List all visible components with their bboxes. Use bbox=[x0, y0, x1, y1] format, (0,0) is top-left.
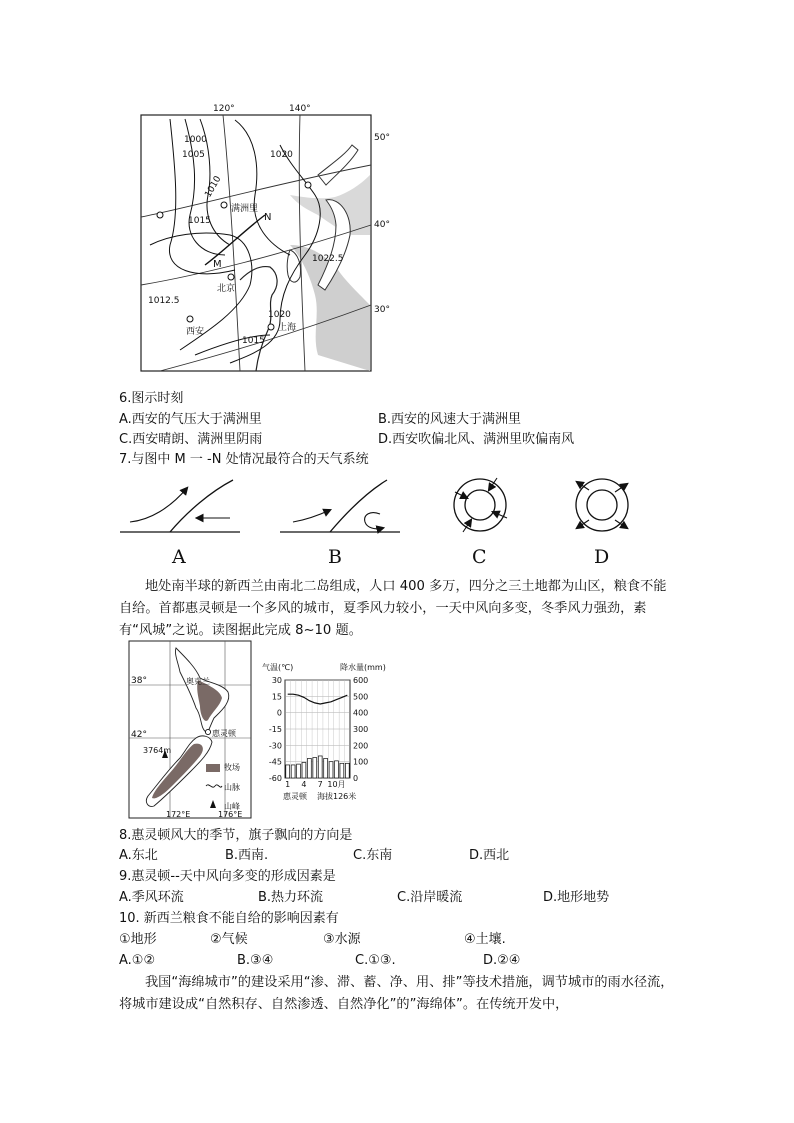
precip-bar bbox=[297, 764, 301, 778]
isobar-label: 1012.5 bbox=[148, 296, 180, 306]
temp-tick-label: 30 bbox=[271, 676, 282, 685]
precip-bar bbox=[345, 763, 349, 778]
q10-option-c[interactable]: C.①③. bbox=[355, 953, 396, 968]
nz-place-wellington: 惠灵顿 bbox=[212, 729, 236, 738]
q10-option-d[interactable]: D.②④ bbox=[483, 953, 521, 968]
isobar-label: 1010 bbox=[203, 174, 224, 200]
q8-option-d[interactable]: D.西北 bbox=[469, 848, 510, 863]
precip-tick-label: 500 bbox=[353, 692, 369, 702]
precip-bar bbox=[313, 758, 317, 778]
temp-axis-title: 气温(℃) bbox=[262, 663, 294, 672]
place-manzhouli: 满洲里 bbox=[231, 204, 259, 214]
isobar-label: 1005 bbox=[182, 150, 205, 160]
q9-option-b[interactable]: B.热力环流 bbox=[258, 890, 324, 905]
q8-option-c[interactable]: C.东南 bbox=[353, 848, 393, 863]
precip-bar bbox=[335, 761, 339, 778]
precip-tick-label: 200 bbox=[353, 741, 369, 751]
lon-label-140: 140° bbox=[289, 104, 311, 114]
temp-tick-label: -15 bbox=[268, 725, 282, 734]
weather-system-figures bbox=[115, 470, 655, 545]
q6-option-c[interactable]: C.西安晴朗、满洲里阴雨 bbox=[119, 432, 263, 447]
precip-tick-label: 100 bbox=[353, 757, 369, 767]
lat-label-40: 40° bbox=[374, 220, 390, 230]
figure-label-c: C bbox=[472, 546, 487, 568]
q10-stem: 10. 新西兰粮食不能自给的影响因素有 bbox=[119, 911, 339, 926]
q8-option-b[interactable]: B.西南. bbox=[225, 848, 269, 863]
sponge-city-paragraph: 我国“海绵城市”的建设采用“渗、滞、蓄、净、用、排”等技术措施，调节城市的雨水径流，将城市建设成“自然积存、自然渗透、自然净化”的”海绵体”。在传统开发中， bbox=[119, 975, 674, 1012]
q9-option-a[interactable]: A.季风环流 bbox=[119, 890, 184, 905]
precip-bar bbox=[318, 756, 322, 778]
figure-b bbox=[280, 480, 400, 532]
figure-d bbox=[576, 479, 628, 531]
nz-lon-label: 176°E bbox=[218, 810, 243, 819]
q9-option-c[interactable]: C.沿岸暖流 bbox=[397, 890, 463, 905]
nz-legend-peak: 山峰 bbox=[224, 802, 240, 811]
month-tick-label: 4 bbox=[301, 780, 307, 789]
precip-bar bbox=[302, 762, 306, 778]
temp-tick-label: 0 bbox=[276, 708, 282, 718]
q9-option-d[interactable]: D.地形地势 bbox=[543, 890, 610, 905]
isobar-label: 1022.5 bbox=[312, 254, 344, 264]
precip-axis-title: 降水量(mm) bbox=[340, 663, 386, 672]
nz-intro-paragraph: 地处南半球的新西兰由南北二岛组成，人口 400 多万，四分之三土地都为山区，粮食不能自给。首都惠灵顿是一个多风的城市，夏季风力较小，一天中风向多变，冬季风力强劲，素有“风城”之说。读图据此完成 8~10 题。 bbox=[119, 579, 667, 638]
isobar-label: 1015 bbox=[188, 216, 211, 226]
q7-stem: 7.与图中 M 一 -N 处情况最符合的天气系统 bbox=[119, 452, 369, 467]
precip-bar bbox=[307, 758, 311, 778]
nz-legend-mountains: 山脉 bbox=[224, 783, 240, 792]
precip-bar bbox=[291, 765, 295, 778]
month-tick-label: 10月 bbox=[327, 780, 346, 789]
figure-label-d: D bbox=[594, 546, 610, 568]
q8-option-a[interactable]: A.东北 bbox=[119, 848, 158, 863]
q6-option-b[interactable]: B.西安的风速大于满洲里 bbox=[378, 412, 522, 427]
figure-a bbox=[120, 480, 240, 532]
place-beijing: 北京 bbox=[217, 284, 236, 294]
q10-option-a[interactable]: A.①② bbox=[119, 953, 156, 968]
figure-c bbox=[454, 478, 507, 532]
isobar-label: 1015 bbox=[242, 336, 265, 346]
nz-place-auckland: 奥克兰 bbox=[186, 677, 210, 686]
precip-tick-label: 300 bbox=[353, 725, 369, 734]
q10-factor-4: ④土壤. bbox=[464, 932, 506, 947]
point-n: N bbox=[264, 212, 272, 223]
figure-label-b: B bbox=[328, 546, 342, 568]
nz-lat-label: 38° bbox=[131, 676, 147, 686]
q10-factor-2: ②气候 bbox=[210, 932, 248, 947]
precip-bar bbox=[286, 765, 290, 778]
lon-label-120: 120° bbox=[213, 104, 235, 114]
precip-tick-label: 400 bbox=[353, 708, 369, 718]
figure-label-a: A bbox=[172, 546, 186, 568]
lat-label-30: 30° bbox=[374, 305, 390, 315]
precip-bar bbox=[340, 763, 344, 778]
nz-lat-label: 42° bbox=[131, 730, 147, 740]
temp-tick-label: -30 bbox=[268, 741, 282, 751]
q9-stem: 9.惠灵顿--天中风向多变的形成因素是 bbox=[119, 869, 336, 884]
q10-option-b[interactable]: B.③④ bbox=[237, 953, 274, 968]
place-shanghai: 上海 bbox=[278, 323, 297, 333]
climate-chart bbox=[255, 660, 390, 810]
isobar-label: 1020 bbox=[268, 310, 291, 320]
q10-factor-1: ①地形 bbox=[119, 932, 157, 947]
nz-lon-label: 172°E bbox=[166, 810, 191, 819]
precip-tick-label: 0 bbox=[353, 774, 359, 783]
lat-label-50: 50° bbox=[374, 133, 390, 143]
isobar-label: 1020 bbox=[270, 150, 293, 160]
nz-legend-pasture: 牧场 bbox=[224, 763, 240, 772]
place-xian: 西安 bbox=[186, 327, 205, 337]
q8-stem: 8.惠灵顿风大的季节，旗子飘向的方向是 bbox=[119, 828, 353, 843]
temp-tick-label: -60 bbox=[268, 774, 282, 783]
isobar-label: 1000 bbox=[184, 135, 207, 145]
point-m: M bbox=[213, 259, 222, 270]
q6-option-d[interactable]: D.西安吹偏北风、满洲里吹偏南风 bbox=[378, 432, 575, 447]
q6-option-a[interactable]: A.西安的气压大于满洲里 bbox=[119, 412, 262, 427]
q6-stem: 6.图示时刻 bbox=[119, 391, 184, 406]
weather-map bbox=[140, 105, 380, 373]
month-tick-label: 7 bbox=[317, 780, 323, 789]
station-name: 惠灵顿 bbox=[283, 792, 307, 801]
precip-bar bbox=[324, 758, 328, 778]
q10-factor-3: ③水源 bbox=[323, 932, 361, 947]
precip-bar bbox=[329, 762, 333, 778]
precip-tick-label: 600 bbox=[353, 676, 369, 685]
temp-tick-label: 15 bbox=[271, 692, 282, 702]
month-tick-label: 1 bbox=[285, 780, 291, 789]
station-altitude: 海拔126米 bbox=[317, 792, 357, 801]
temp-tick-label: -45 bbox=[268, 757, 282, 767]
nz-peak-label: 3764m bbox=[143, 746, 172, 755]
